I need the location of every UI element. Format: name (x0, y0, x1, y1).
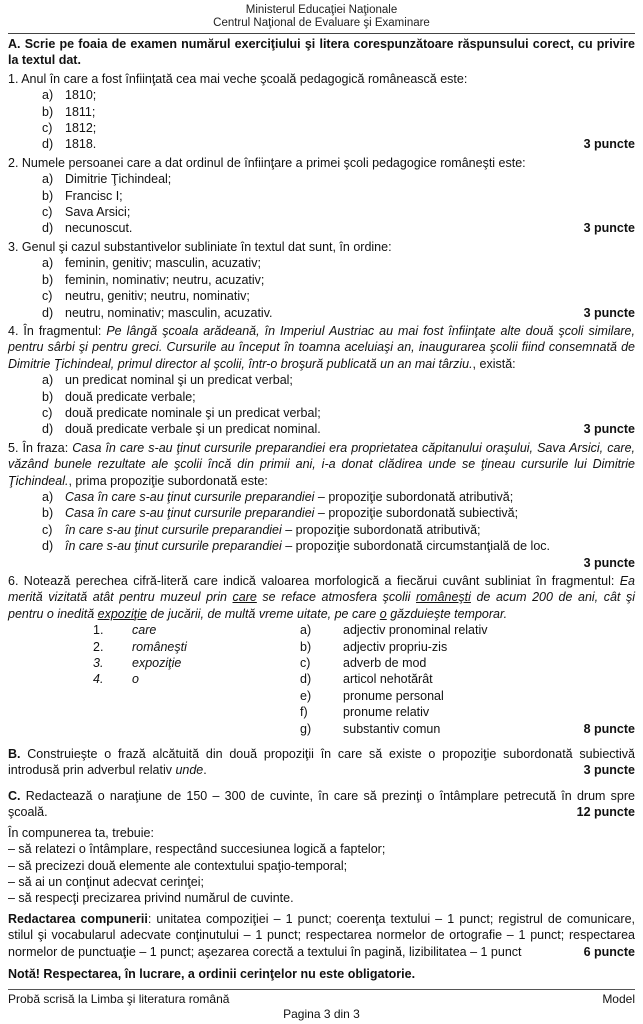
option-rest: – propoziţie subordonată atributivă; (281, 522, 481, 537)
option-a (8, 489, 635, 505)
option-b (8, 104, 635, 120)
option-letter: b) (42, 104, 54, 119)
question-1 (8, 69, 635, 153)
match-word (132, 721, 300, 737)
option-letter: b) (42, 272, 54, 287)
match-value: pronume personal (343, 688, 444, 703)
option-text: două predicate nominale şi un predicat verbal; (65, 405, 321, 420)
center-line: Centrul Naţional de Evaluare şi Examinare (213, 17, 430, 29)
option-letter: c) (42, 522, 53, 537)
option-c (8, 120, 635, 136)
stem-fragment: Casa în care s-au ţinut cursurile preparandiei era proprietatea căpitanului oraşului, Sava Arsici, care, văzând bunele rezultate ale şcolii încă din primii ani, i-a donat clădirea unde se ţineau cursurile lui Dimitrie Ţichindeal. (8, 440, 635, 488)
option-text: necunoscut. (65, 221, 133, 236)
question-4-stem (8, 323, 635, 372)
points-badge: 3 puncte (583, 422, 635, 437)
option-text: feminin, nominativ; neutru, acuzativ; (65, 272, 265, 287)
option-letter: d) (42, 137, 54, 152)
redaction-text: : unitatea compoziţiei – 1 punct; coerenţa textului – 1 punct; registrul de comunicare, stilul şi vocabularul adecvate conţinutului – 1 punct; respectarea normelor de ortografie – 1 punct; respectarea normelor de punctuaţie – 1 punct; aşezarea corectă a textului în pagină, lizibilitatea – 1 punct (8, 911, 635, 959)
footer-divider (8, 989, 635, 990)
option-fragment: în care s-au ţinut cursurile preparandiei (65, 539, 282, 554)
option-a (8, 171, 635, 187)
option-text: feminin, genitiv; masculin, acuzativ; (65, 256, 261, 271)
stem-fragment: Pe lângă şcoala arădeană, în Imperiul Austriac au mai fost înfiinţate alte două şcoli similare, pentru sârbi şi pentru greci. Cursurile au început în toamna aceluiaşi an, inaugurarea şcolii fiind consemnată de Dimitrie Ţichindeal, primul director al şcolii, într-o broşură publicată un an mai târziu. (8, 323, 635, 371)
option-rest: – propoziţie subordonată circumstanţială de loc. (281, 539, 550, 554)
match-value: pronume relativ (343, 705, 430, 720)
option-b (8, 389, 635, 405)
option-text: două predicate verbale şi un predicat nominal. (65, 422, 321, 437)
option-a (8, 87, 635, 103)
match-value: adverb de mod (343, 656, 427, 671)
option-letter: a) (42, 373, 54, 388)
option-c (8, 405, 635, 421)
option-letter: c) (42, 289, 53, 304)
match-letter: a) (300, 623, 312, 638)
match-number (93, 704, 132, 720)
requirement-item: – să relatezi o întâmplare, respectând succesiunea logică a faptelor; (8, 842, 386, 857)
question-2-stem: 2. Numele persoanei care a dat ordinul de înfiinţare a primei şcoli pedagogice româneşti este: (8, 155, 526, 170)
fragment-part: de jucării, de multă vreme uitate, pe care (147, 606, 380, 621)
match-row (8, 704, 635, 720)
option-text: un predicat nominal şi un predicat verbal; (65, 373, 293, 388)
match-row (8, 688, 635, 704)
option-rest: – propoziţie subordonată subiectivă; (314, 506, 519, 521)
points-badge: 8 puncte (583, 721, 635, 736)
match-number: 1. (93, 623, 104, 638)
option-rest: – propoziţie subordonată atributivă; (314, 489, 514, 504)
option-d (8, 421, 635, 437)
ministry-header (8, 4, 635, 30)
stem-lead: 5. În fraza: (8, 440, 73, 455)
stem-lead: 4. În fragmentul: (8, 323, 107, 338)
points-badge: 3 puncte (583, 555, 635, 570)
match-letter: g) (300, 721, 312, 736)
match-word: care (132, 623, 157, 638)
section-b-text: Construieşte o frază alcătuită din două propoziţii în care să existe o propoziţie subordonată subiectivă introdusă prin adverbul relativ (8, 747, 635, 778)
option-letter: b) (42, 188, 54, 203)
option-letter: b) (42, 389, 54, 404)
option-text: Dimitrie Ţichindeal; (65, 172, 172, 187)
option-text: 1810; (65, 88, 97, 103)
footer-page-number: Pagina 3 din 3 (283, 1007, 360, 1021)
match-value: articol nehotărât (343, 672, 433, 687)
section-b-italic-word: unde (175, 763, 204, 778)
question-4 (8, 321, 635, 438)
option-b (8, 505, 635, 521)
footer-exam-name: Probă scrisă la Limba şi literatura română (8, 992, 230, 1006)
option-letter: c) (42, 121, 53, 136)
match-row (8, 655, 635, 671)
option-text: 1811; (65, 104, 96, 119)
section-b (8, 746, 635, 779)
option-text: 1818. (65, 137, 97, 152)
option-d (8, 220, 635, 236)
option-b (8, 272, 635, 288)
option-text: neutru, nominativ; masculin, acuzativ. (65, 305, 273, 320)
match-letter: e) (300, 688, 312, 703)
option-c (8, 204, 635, 220)
fragment-part: găzduieşte temporar. (386, 606, 508, 621)
option-d (8, 305, 635, 321)
match-row (8, 622, 635, 638)
match-number: 4. (93, 672, 104, 687)
requirements-list (8, 841, 635, 907)
option-b (8, 188, 635, 204)
match-word (132, 688, 300, 704)
question-5-stem (8, 440, 635, 489)
option-letter: c) (42, 405, 53, 420)
section-b-tail: . (203, 763, 207, 778)
option-text (65, 522, 487, 538)
match-word: expoziţie (132, 656, 182, 671)
option-text: 1812; (65, 121, 97, 136)
requirement-item: – să ai un conţinut adecvat cerinţei; (8, 874, 204, 889)
points-badge: 3 puncte (583, 763, 635, 778)
points-badge: 3 puncte (583, 137, 635, 152)
match-letter: c) (300, 656, 311, 671)
question-2 (8, 153, 635, 237)
match-value: adjectiv propriu-zis (343, 639, 448, 654)
requirement-item: – să precizezi două elemente ale contextului spaţio-temporal; (8, 858, 348, 873)
option-letter: a) (42, 489, 54, 504)
redaction-lead: Redactarea compunerii (8, 911, 148, 926)
option-letter: a) (42, 172, 54, 187)
requirement-item: – să respecţi precizarea privind numărul de cuvinte. (8, 891, 294, 906)
requirements-title: În compunerea ta, trebuie: (8, 825, 154, 840)
match-letter: b) (300, 639, 312, 654)
stem-tail: , prima propoziţie subordonată este: (68, 473, 268, 488)
stem-lead: 6. Notează perechea cifră-literă care indică valoarea morfologică a fiecărui cuvânt subliniat în fragmentul: (8, 574, 620, 588)
fragment-part: se reface atmosfera şcolii (256, 590, 417, 605)
match-row (8, 671, 635, 687)
underlined-word: româneşti (416, 590, 471, 605)
match-number (93, 721, 132, 737)
match-word (132, 704, 300, 720)
section-c (8, 788, 635, 821)
points-badge: 6 puncte (583, 944, 635, 959)
match-number: 3. (93, 656, 104, 671)
option-text: două predicate verbale; (65, 389, 196, 404)
page-footer (8, 989, 635, 1022)
match-number (93, 688, 132, 704)
question-1-stem: 1. Anul în care a fost înfiinţată cea mai veche şcoală pedagogică românească este: (8, 71, 468, 86)
question-3 (8, 237, 635, 321)
option-text: Sava Arsici; (65, 205, 131, 220)
header-divider (8, 33, 635, 34)
stem-tail: , există: (472, 356, 516, 371)
option-letter: d) (42, 305, 54, 320)
option-text (65, 505, 524, 521)
option-c (8, 522, 635, 538)
match-letter: d) (300, 672, 312, 687)
redaction-criteria (8, 911, 635, 960)
option-a (8, 372, 635, 388)
match-value: adjectiv pronominal relativ (343, 623, 488, 638)
question-6-stem (8, 573, 635, 622)
option-fragment: în care s-au ţinut cursurile preparandiei (65, 522, 282, 537)
match-row (8, 721, 635, 737)
ministry-line: Ministerul Educaţiei Naţionale (245, 4, 398, 16)
underlined-word: expoziţie (97, 606, 147, 621)
footer-model-label: Model (602, 992, 635, 1006)
option-letter: c) (42, 205, 53, 220)
underlined-word: care (232, 590, 257, 605)
option-letter: a) (42, 88, 54, 103)
match-word: o (132, 672, 139, 687)
option-text (65, 538, 556, 554)
points-badge: 12 puncte (576, 805, 635, 820)
option-letter: b) (42, 506, 54, 521)
option-text: neutru, genitiv; neutru, nominativ; (65, 289, 250, 304)
underlined-word: o (379, 606, 387, 621)
option-letter: a) (42, 256, 54, 271)
option-letter: d) (42, 422, 54, 437)
option-letter: d) (42, 221, 54, 236)
option-a (8, 255, 635, 271)
section-a-intro: A. Scrie pe foaia de examen numărul exerciţiului şi litera corespunzătoare răspunsului corect, cu privire la textul dat. (8, 37, 635, 68)
section-c-label: C. (8, 788, 21, 803)
option-letter: d) (42, 539, 54, 554)
points-badge: 3 puncte (583, 221, 635, 236)
option-d (8, 538, 635, 554)
match-value: substantiv comun (343, 721, 441, 736)
match-row (8, 639, 635, 655)
question-5 (8, 438, 635, 571)
section-c-text: Redactează o naraţiune de 150 – 300 de cuvinte, în care să prezinţi o întâmplare petrecută în drum spre şcoală. (8, 788, 635, 820)
option-fragment: Casa în care s-au ţinut cursurile preparandiei (65, 506, 315, 521)
note-line: Notă! Respectarea, în lucrare, a ordinii cerinţelor nu este obligatorie. (8, 966, 416, 981)
section-b-label: B. (8, 747, 21, 762)
footer-row (8, 992, 635, 1007)
question-6 (8, 571, 635, 737)
option-text (65, 489, 519, 505)
match-letter: f) (300, 705, 308, 720)
points-badge: 3 puncte (583, 305, 635, 320)
option-fragment: Casa în care s-au ţinut cursurile preparandiei (65, 489, 315, 504)
fragment-part: Ea merită vizitată atât pentru muzeul prin (8, 574, 635, 605)
option-text: Francisc I; (65, 188, 123, 203)
option-c (8, 288, 635, 304)
option-d (8, 136, 635, 152)
match-word: româneşti (132, 639, 187, 654)
fragment-part: de acum 200 de ani, cât şi pentru o inedită (8, 590, 636, 621)
question-3-stem: 3. Genul şi cazul substantivelor subliniate în textul dat sunt, în ordine: (8, 239, 392, 254)
match-number: 2. (93, 639, 104, 654)
